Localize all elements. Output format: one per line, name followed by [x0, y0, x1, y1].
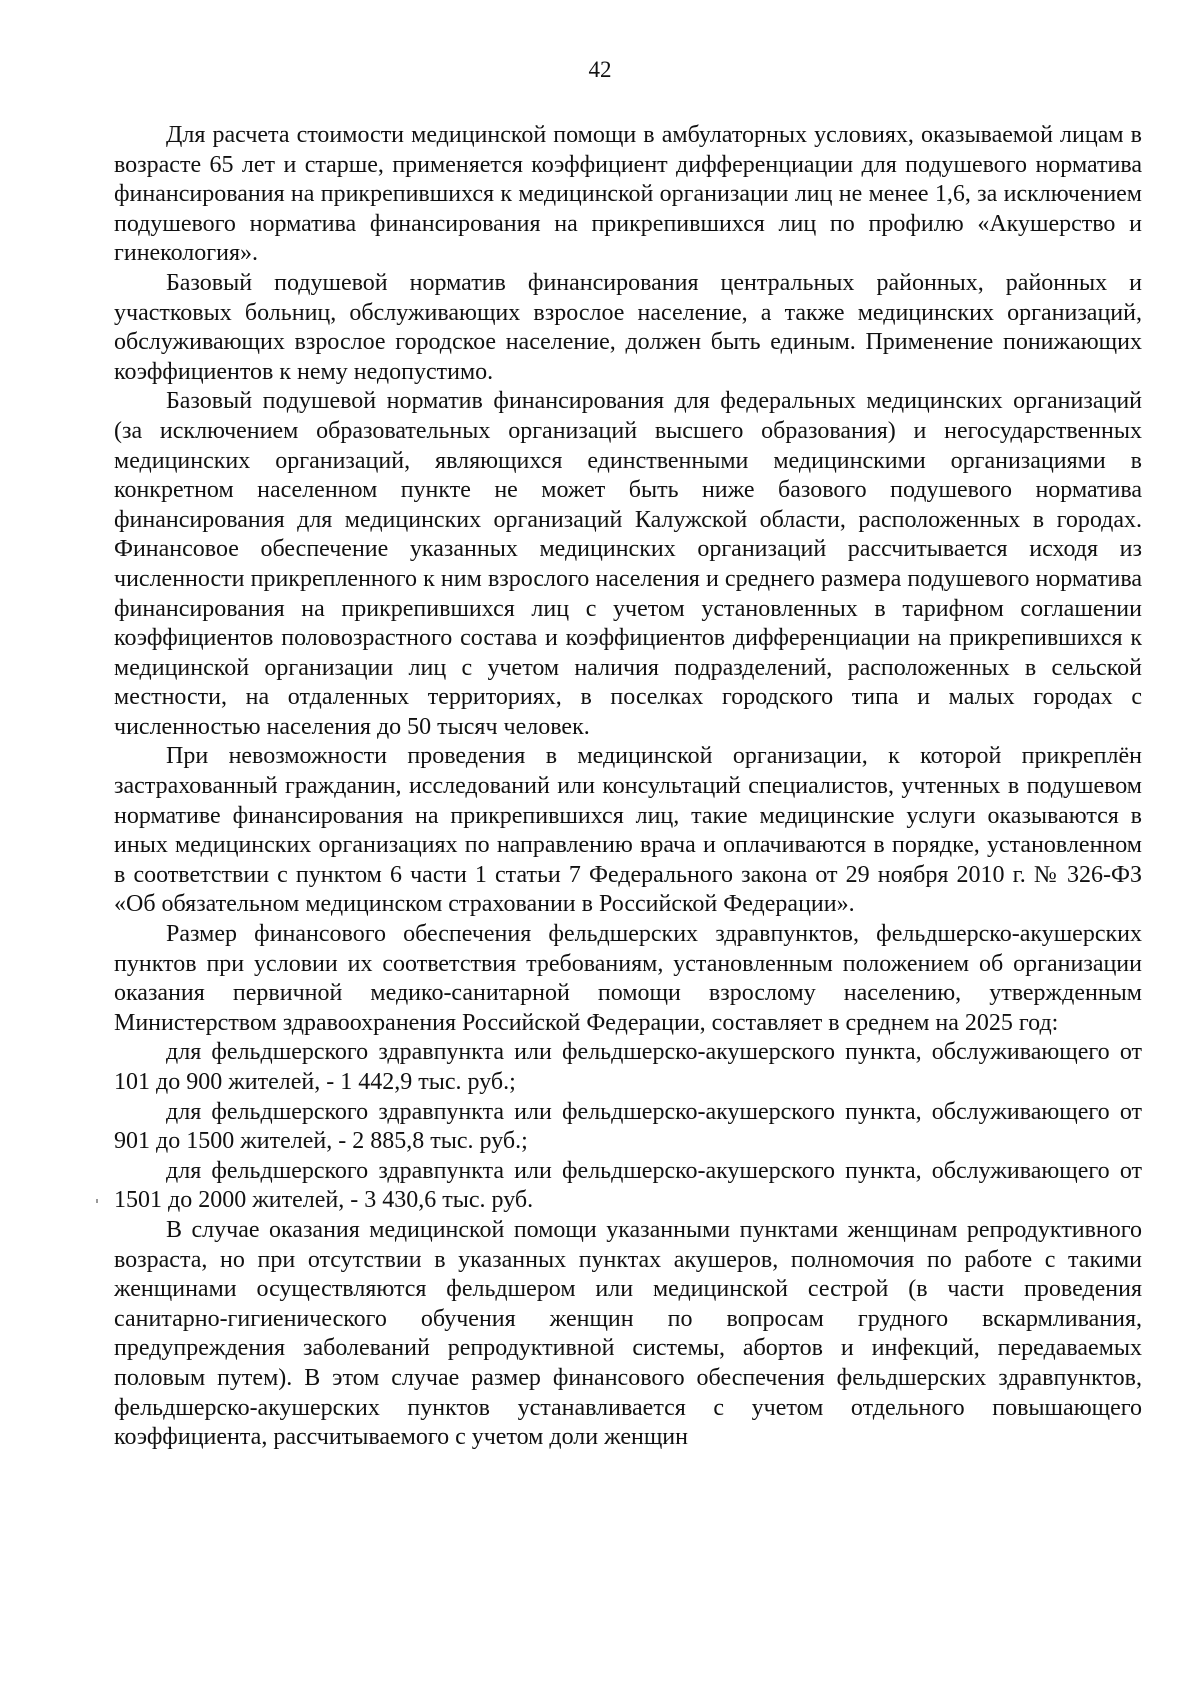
page-body	[114, 121, 1142, 1453]
list-item-funding-1501-2000: для фельдшерского здравпункта или фельдшерско-акушерского пункта, обслуживающего от 1501 до 2000 жителей, - 3 430,6 тыс. руб.	[114, 1157, 1142, 1214]
list-item-funding-101-900: для фельдшерского здравпункта или фельдшерско-акушерского пункта, обслуживающего от 101 до 900 жителей, - 1 442,9 тыс. руб.;	[114, 1039, 1142, 1095]
list-item-funding-901-1500: для фельдшерского здравпункта или фельдшерско-акушерского пункта, обслуживающего от 901 до 1500 жителей, - 2 885,8 тыс. руб.;	[114, 1098, 1142, 1155]
paragraph-base-norm-hospitals: Базовый подушевой норматив финансирования центральных районных, районных и участковых больниц, обслуживающих взрослое население, а также медицинских организаций, обслуживающих взрослое городское население, должен быть единым. Применение понижающих коэффициентов к нему недопустимо.	[114, 269, 1142, 385]
paragraph-feldsher-funding: Размер финансового обеспечения фельдшерских здравпунктов, фельдшерско-акушерских пунктов при условии их соответствия требованиям, установленным положением об организации оказания первичной медико-санитарной помощи взрослому населению, утвержденным Министерством здравоохранения Российской Федерации, составляет в среднем на 2025 год:	[114, 921, 1142, 1036]
paragraph-referral-services: При невозможности проведения в медицинской организации, к которой прикреплён застрахованный гражданин, исследований или консультаций специалистов, учтенных в подушевом нормативе финансирования на прикрепившихся лиц, такие медицинские услуги оказываются в иных медицинских организациях по направлению врача и оплачиваются в порядке, установленном в соответствии с пунктом 6 части 1 статьи 7 Федерального закона от 29 ноября 2010 г. № 326-ФЗ «Об обязательном медицинском страховании в Российской Федерации».	[114, 743, 1142, 918]
page-number: 42	[588, 57, 612, 82]
paragraph-reproductive-age-women: В случае оказания медицинской помощи указанными пунктами женщинам репродуктивного возраста, но при отсутствии в указанных пунктах акушеров, полномочия по работе с такими женщинами осуществляются фельдшером или медицинской сестрой (в части проведения санитарно-гигиенического обучения женщин по вопросам грудного вскармливания, предупреждения заболеваний репродуктивной системы, абортов и инфекций, передаваемых половым путем). В этом случае размер финансового обеспечения фельдшерских здравпунктов, фельдшерско-акушерских пунктов устанавливается с учетом отдельного повышающего коэффициента, рассчитываемого с учетом доли женщин	[114, 1216, 1142, 1451]
paragraph-federal-organizations: Базовый подушевой норматив финансирования для федеральных медицинских организаций (за исключением образовательных организаций высшего образования) и негосударственных медицинских организаций, являющихся единственными медицинскими организациями в конкретном населенном пункте не может быть ниже базового подушевого норматива финансирования для медицинских организаций Калужской области, расположенных в городах. Финансовое обеспечение указанных медицинских организаций рассчитывается исходя из численности прикрепленного к ним взрослого населения и среднего размера подушевого норматива финансирования на прикрепившихся лиц с учетом установленных в тарифном соглашении коэффициентов половозрастного состава и коэффициентов дифференциации на прикрепившихся к медицинской организации лиц с учетом наличия подразделений, расположенных в сельской местности, на отдаленных территориях, в поселках городского типа и малых городах с численностью населения до 50 тысяч человек.	[114, 388, 1142, 740]
paragraph-elderly-coefficient: Для расчета стоимости медицинской помощи в амбулаторных условиях, оказываемой лицам в возрасте 65 лет и старше, применяется коэффициент дифференциации для подушевого норматива финансирования на прикрепившихся к медицинской организации лиц не менее 1,6, за исключением подушевого норматива финансирования на прикрепившихся лиц по профилю «Акушерство и гинекология».	[114, 122, 1142, 267]
scan-mark	[96, 1199, 98, 1203]
